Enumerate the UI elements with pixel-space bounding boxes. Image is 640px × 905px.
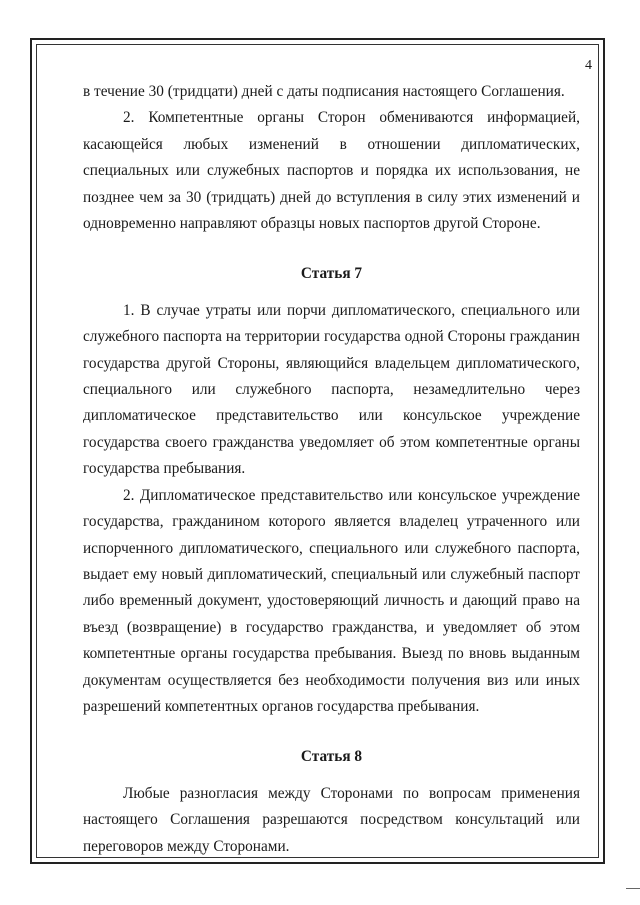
document-body [83,79,580,860]
page-number: 4 [585,58,592,73]
paragraph-8: Любые разногласия между Сторонами по вопросам применения настоящего Соглашения разрешаются посредством консультаций или переговоров между Сторонами. [83,784,580,855]
paragraph-7-2: 2. Дипломатическое представительство или консульское учреждение государства, гражданином которого является владелец утраченного или испорченного дипломатического, специального или служебного паспорта, выдает ему новый дипломатический, специальный или служебный паспорт либо временный документ, удостоверяющий личность и дающий право на въезд (возвращение) в государство гражданства, и уведомляет об этом компетентные органы государства пребывания. Выезд по вновь выданным документам осуществляется без необходимости получения виз или иных разрешений компетентных органов государства пребывания. [83,486,580,715]
paragraph-7-1: 1. В случае утраты или порчи дипломатического, специального или служебного паспорта на территории государства одной Стороны гражданин государства другой Стороны, являющийся владельцем дипломатического, специального или служебного паспорта, незамедлительно через дипломатическое представительство или консульское учреждение государства своего гражданства уведомляет об этом компетентные органы государства пребывания. [83,301,580,478]
article-7-heading: Статья 7 [300,265,363,283]
paragraph-6-2: 2. Компетентные органы Сторон обмениваются информацией, касающейся любых изменений в отношении дипломатических, специальных или служебных паспортов и порядка их использования, не позднее чем за 30 (тридцать) дней до вступления в силу этих изменений и одновременно направляют образцы новых паспортов другой Стороне. [83,109,580,233]
paragraph-continuation: в течение 30 (тридцати) дней с даты подписания настоящего Соглашения. [83,83,565,100]
margin-mark [626,888,640,889]
article-8-heading: Статья 8 [300,748,363,766]
